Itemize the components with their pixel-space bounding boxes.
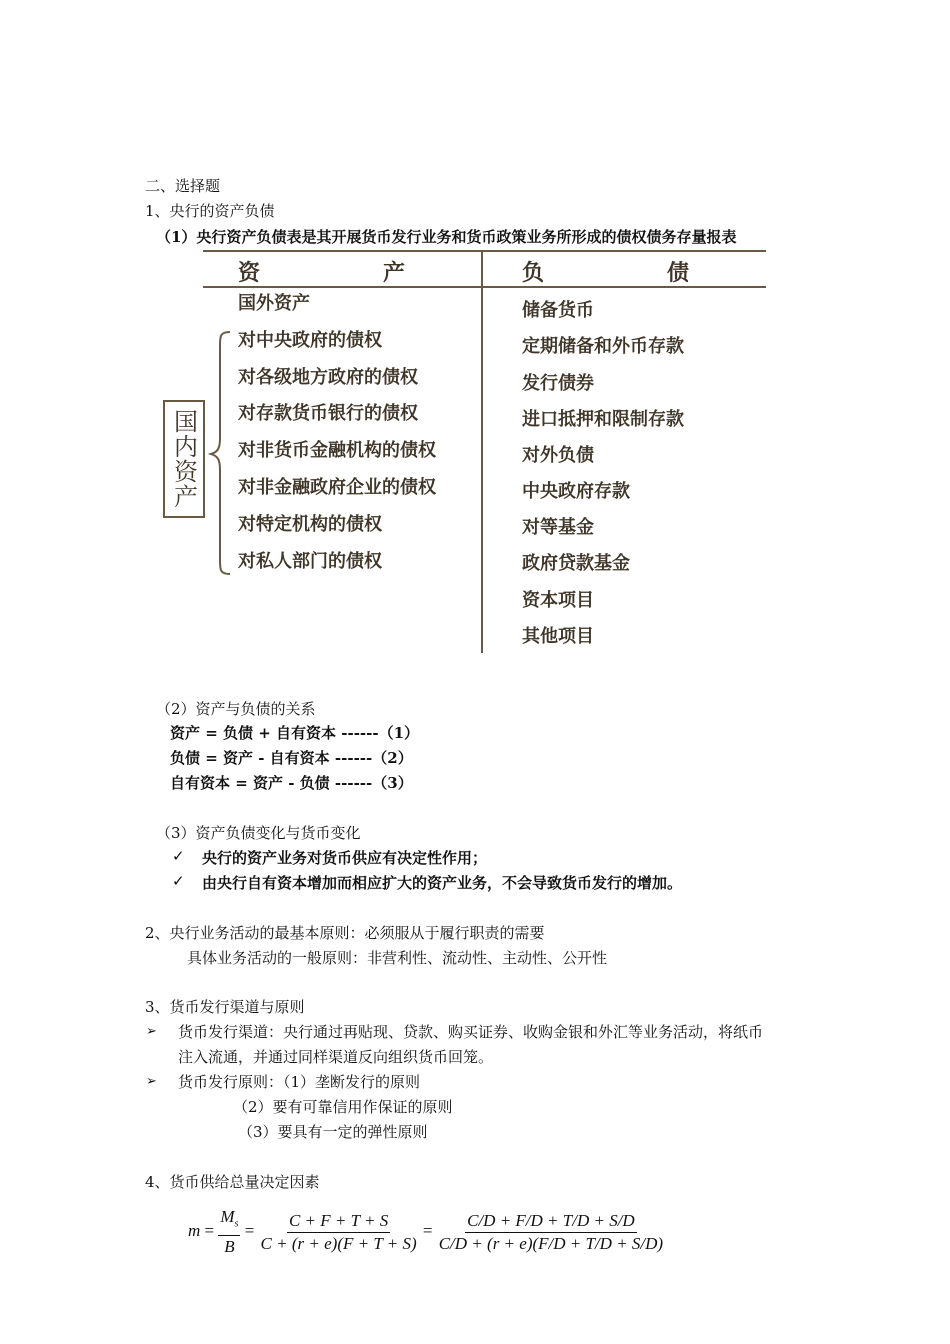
domestic-assets-label [163, 400, 205, 518]
table-top-rule [203, 250, 766, 252]
item3-bullet1-line1: 货币发行渠道：央行通过再贴现、贷款、购买证券、收购金银和外汇等业务活动，将纸币 [178, 1023, 764, 1041]
liability-item: 发行债券 [522, 373, 594, 394]
head-assets-char2: 产 [383, 261, 406, 286]
domestic-item: 对非货币金融机构的债权 [238, 440, 436, 461]
liability-item: 中央政府存款 [522, 481, 630, 502]
fraction-1-num: M [220, 1207, 235, 1226]
check-item-1: 央行的资产业务对货币供应有决定性作用； [202, 849, 488, 867]
domestic-assets-text: 国内资产 [169, 409, 198, 509]
domestic-item: 对私人部门的债权 [238, 551, 382, 572]
liability-item: 资本项目 [522, 590, 594, 611]
head-assets-char1: 资 [238, 261, 261, 286]
fraction-3-den: C/D + (r + e)(F/D + T/D + S/D) [438, 1233, 664, 1253]
liability-item: 进口抵押和限制存款 [522, 409, 684, 430]
section-title: 二、选择题 [145, 177, 221, 195]
fraction-1 [218, 1206, 240, 1258]
check-icon: ✓ [172, 872, 185, 890]
fraction-3 [437, 1210, 665, 1255]
liability-item: 定期储备和外币存款 [522, 336, 684, 357]
liability-item: 储备货币 [522, 300, 594, 321]
item4-title: 4、货币供给总量决定因素 [145, 1173, 320, 1191]
item1-sub3: （3）资产负债变化与货币变化 [156, 824, 361, 842]
item3-title: 3、货币发行渠道与原则 [145, 998, 305, 1016]
arrow-bullet-icon: ➢ [146, 1024, 157, 1039]
fraction-3-num: C/D + F/D + T/D + S/D [465, 1210, 637, 1233]
item3-principle-3: （3）要具有一定的弹性原则 [238, 1123, 428, 1141]
equation-1: 资产 = 负债 + 自有资本 ------（1） [170, 724, 420, 742]
item1-sub1: （1）央行资产负债表是其开展货币发行业务和货币政策业务所形成的债权债务存量报表 [156, 228, 737, 246]
equals-sign: = [422, 1221, 437, 1241]
item3-bullet1-line2: 注入流通，并通过同样渠道反向组织货币回笼。 [178, 1048, 494, 1066]
money-multiplier-formula [188, 1206, 665, 1258]
domestic-item: 对存款货币银行的债权 [238, 403, 418, 424]
check-icon: ✓ [172, 847, 185, 865]
item1-sub2: （2）资产与负债的关系 [156, 700, 316, 718]
fraction-2-den: C + (r + e)(F + T + S) [260, 1233, 417, 1253]
item1-title: 1、央行的资产负债 [145, 202, 275, 220]
equals-sign: = [244, 1221, 259, 1241]
domestic-item: 对各级地方政府的债权 [238, 367, 418, 388]
item2-title: 2、央行业务活动的最基本原则：必须服从于履行职责的需要 [145, 924, 545, 942]
fraction-1-num-sub: s [234, 1218, 239, 1230]
domestic-item: 对非金融政府企业的债权 [238, 477, 436, 498]
liability-item: 对等基金 [522, 517, 594, 538]
item3-principle-2: （2）要有可靠信用作保证的原则 [233, 1098, 453, 1116]
equation-3: 自有资本 = 资产 - 负债 ------（3） [170, 774, 413, 792]
equation-2: 负债 = 资产 - 自有资本 ------（2） [170, 749, 413, 767]
fraction-2-num: C + F + T + S [287, 1210, 390, 1233]
brace-icon [208, 330, 234, 576]
liability-item: 其他项目 [522, 626, 594, 647]
arrow-bullet-icon: ➢ [146, 1074, 157, 1089]
liability-item: 政府贷款基金 [522, 553, 630, 574]
head-liabilities-char1: 负 [522, 261, 545, 286]
item3-bullet2: 货币发行原则：（1）垄断发行的原则 [178, 1073, 421, 1091]
fraction-1-den: B [224, 1237, 235, 1257]
domestic-item: 对中央政府的债权 [238, 330, 382, 351]
check-item-2: 由央行自有资本增加而相应扩大的资产业务，不会导致货币发行的增加。 [202, 874, 683, 892]
formula-lhs: m [188, 1221, 201, 1241]
domestic-item: 对特定机构的债权 [238, 514, 382, 535]
head-liabilities-char2: 债 [667, 261, 690, 286]
fraction-2 [259, 1210, 419, 1255]
liability-item: 对外负债 [522, 445, 594, 466]
foreign-assets: 国外资产 [238, 293, 310, 314]
equals-sign: = [204, 1221, 219, 1241]
table-center-rule [481, 250, 483, 653]
item2-line2: 具体业务活动的一般原则：非营利性、流动性、主动性、公开性 [187, 949, 608, 967]
